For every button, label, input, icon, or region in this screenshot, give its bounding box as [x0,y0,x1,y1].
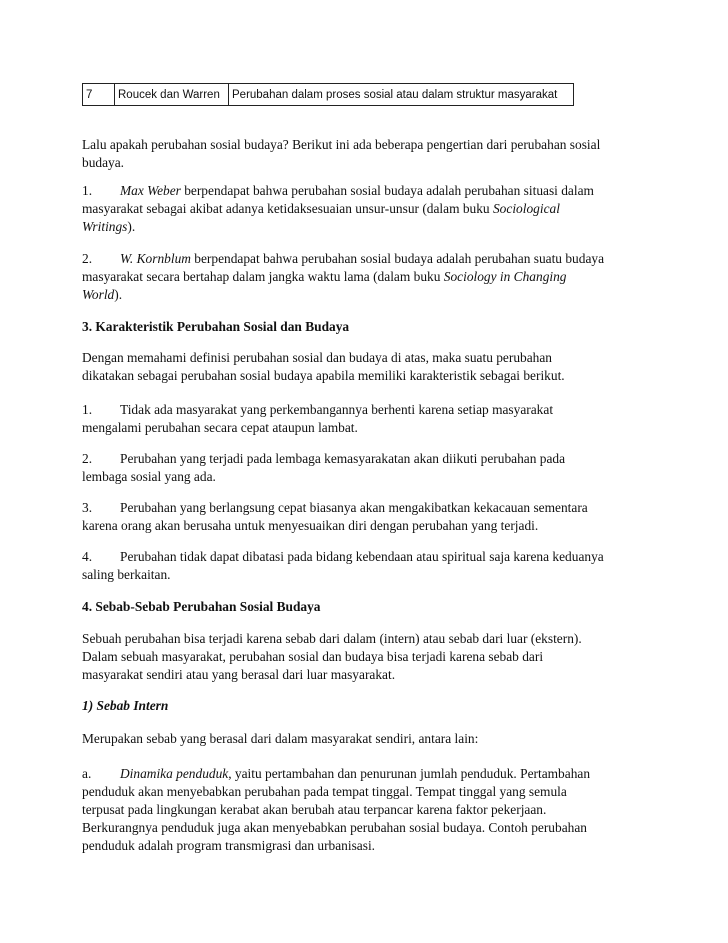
reference-table [82,83,574,106]
characteristics-intro [82,349,642,385]
book-title: Sociological [492,201,560,216]
term: Dinamika penduduk [120,766,229,781]
paragraph-line: Dengan memahami definisi perubahan sosial dan budaya di atas, maka suatu perubahan [82,350,553,365]
paragraph-line: dikatakan sebagai perubahan sosial budaya apabila memiliki karakteristik sebagai berikut. [82,368,565,383]
definition-text: berpendapat bahwa perubahan sosial budaya adalah perubahan suatu budaya [190,251,605,266]
paragraph-line: Dalam sebuah masyarakat, perubahan sosial dan budaya bisa terjadi karena sebab dari [82,649,544,664]
subheading-text: 1) Sebab Intern [82,698,169,713]
intro-line: budaya. [82,155,125,170]
item-text: Tidak ada masyarakat yang perkembangannya berhenti karena setiap masyarakat [120,402,554,417]
section-heading-3: 3. Karakteristik Perubahan Sosial dan Budaya [82,319,350,334]
table-cell-author: Roucek dan Warren [115,84,229,106]
item-text: penduduk adalah program transmigrasi dan urbanisasi. [82,838,376,853]
item-text: Perubahan yang berlangsung cepat biasanya akan mengakibatkan kekacauan sementara [120,500,588,515]
author-name: Max Weber [120,183,181,198]
table-row [83,84,574,106]
definition-text: berpendapat bahwa perubahan sosial budaya adalah perubahan situasi dalam [180,183,594,198]
item-dinamika-penduduk [82,765,642,855]
item-text: saling berkaitan. [82,567,171,582]
definition-kornblum [82,250,642,304]
intern-intro: Merupakan sebab yang berasal dari dalam masyarakat sendiri, antara lain: [82,731,479,746]
item-text: Perubahan yang terjadi pada lembaga kemasyarakatan akan diikuti perubahan pada [120,451,566,466]
characteristic-item [82,548,642,584]
list-number: 2. [82,451,93,466]
intro-paragraph [82,136,642,172]
book-title: World [82,287,115,302]
section-heading-4: 4. Sebab-Sebab Perubahan Sosial Budaya [82,599,321,614]
list-number: 2. [82,251,93,266]
item-text: Berkurangnya penduduk juga akan menyebabkan perubahan sosial budaya. Contoh perubahan [82,820,587,835]
intro-line: Lalu apakah perubahan sosial budaya? Berikut ini ada beberapa pengertian dari perubahan sosial [82,137,601,152]
definition-text: ). [127,219,136,234]
paragraph-line: Sebuah perubahan bisa terjadi karena sebab dari dalam (intern) atau sebab dari luar (ekstern). [82,631,582,646]
item-text: Perubahan tidak dapat dibatasi pada bidang kebendaan atau spiritual saja karena keduanya [120,549,604,564]
list-letter: a. [82,766,92,781]
table-cell-number: 7 [83,84,115,106]
definition-text: masyarakat secara bertahap dalam jangka waktu lama (dalam buku [82,269,444,284]
book-title: Writings [82,219,128,234]
item-text: lembaga sosial yang ada. [82,469,216,484]
characteristic-item [82,450,642,486]
definition-weber [82,182,642,236]
causes-intro [82,630,642,684]
list-number: 4. [82,549,93,564]
subheading-intern [82,697,642,715]
item-text: karena orang akan berusaha untuk menyesuaikan diri dengan perubahan yang terjadi. [82,518,539,533]
list-number: 3. [82,500,93,515]
item-text: penduduk akan menyebabkan perubahan pada tempat tinggal. Tempat tinggal yang semula [82,784,567,799]
paragraph-line: masyarakat sendiri atau yang berasal dari luar masyarakat. [82,667,396,682]
characteristic-item [82,401,642,437]
item-text: mengalami perubahan secara cepat ataupun lambat. [82,420,358,435]
table-cell-definition: Perubahan dalam proses sosial atau dalam struktur masyarakat [229,84,574,106]
list-number: 1. [82,183,93,198]
list-number: 1. [82,402,93,417]
definition-text: masyarakat sebagai akibat adanya ketidaksesuaian unsur-unsur (dalam buku [82,201,493,216]
author-name: W. Kornblum [120,251,191,266]
book-title: Sociology in Changing [443,269,567,284]
characteristic-item [82,499,642,535]
item-text: terpusat pada lingkungan kerabat akan berubah atau terpancar karena faktor pekerjaan. [82,802,547,817]
item-text: , yaitu pertambahan dan penurunan jumlah penduduk. Pertambahan [228,766,591,781]
definition-text: ). [114,287,123,302]
